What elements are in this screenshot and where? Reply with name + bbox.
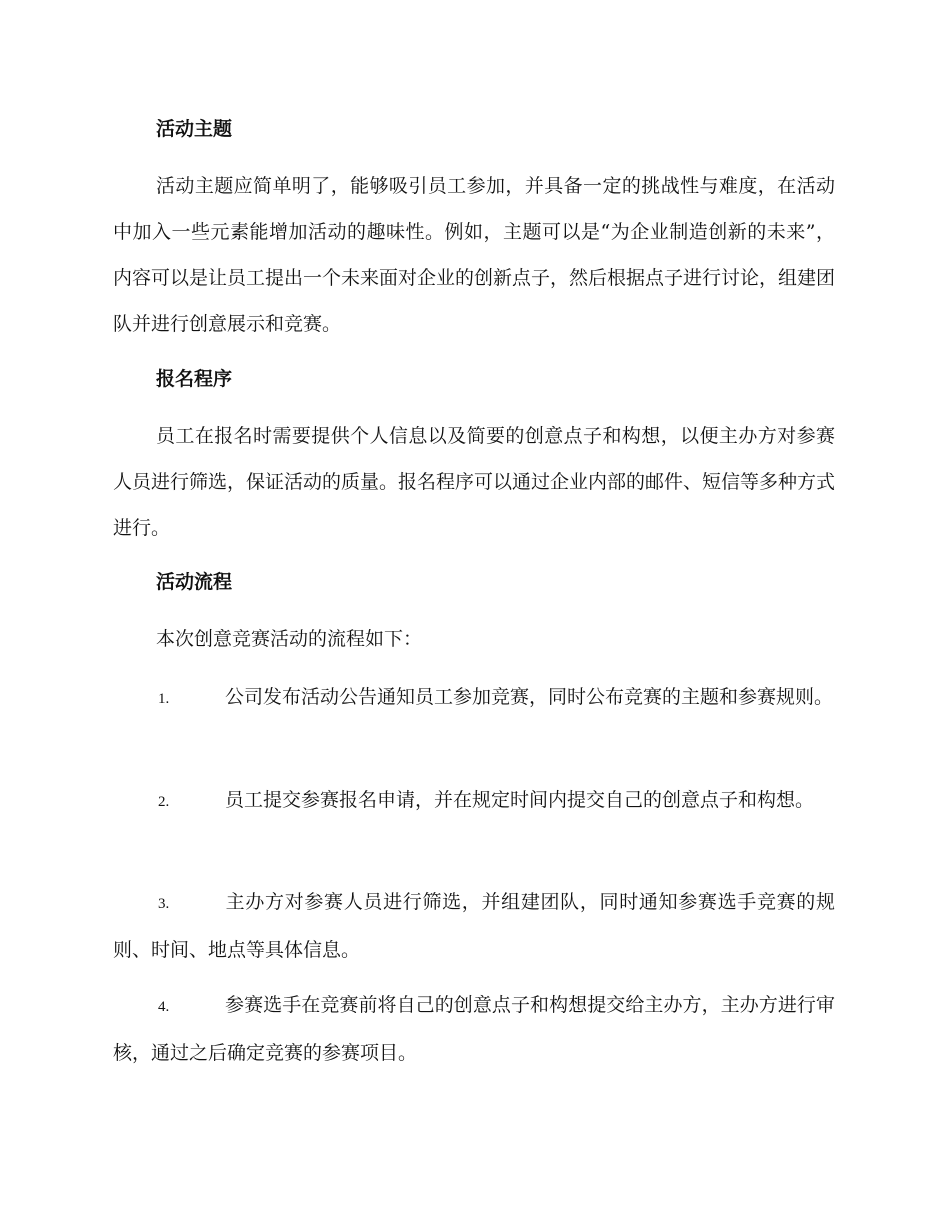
step-text: 员工提交参赛报名申请，并在规定时间内提交自己的创意点子和构想。 [225,789,815,811]
step-number: 2. [158,794,170,810]
section-heading-process: 活动流程 [156,571,233,593]
process-step [113,674,835,722]
process-step [113,777,835,825]
step-text: 公司发布活动公告通知员工参加竞赛，同时公布竞赛的主题和参赛规则。 [225,686,834,708]
process-intro: 本次创意竞赛活动的流程如下： [156,628,423,650]
step-text: 主办方对参赛人员进行筛选，并组建团队，同时通知参赛选手竞赛的规则、时间、地点等具体信息。 [113,891,835,961]
process-step [113,982,835,1076]
step-number: 4. [158,999,170,1015]
registration-paragraph: 员工在报名时需要提供个人信息以及简要的创意点子和构想，以便主办方对参赛人员进行筛选，保证活动的质量。报名程序可以通过企业内部的邮件、短信等多种方式进行。 [113,425,836,539]
step-number: 3. [158,896,170,912]
step-number: 1. [158,691,170,707]
step-text: 参赛选手在竞赛前将自己的创意点子和构想提交给主办方，主办方进行审核，通过之后确定竞赛的参赛项目。 [113,994,835,1064]
process-step [113,879,835,973]
section-heading-theme: 活动主题 [156,118,233,140]
theme-paragraph: 活动主题应简单明了，能够吸引员工参加，并具备一定的挑战性与难度，在活动中加入一些元素能增加活动的趣味性。例如，主题可以是“为企业制造创新的未来”，内容可以是让员工提出一个未来面对企业的创新点子，然后根据点子进行讨论，组建团队并进行创意展示和竞赛。 [113,175,836,335]
section-heading-registration: 报名程序 [156,368,233,390]
